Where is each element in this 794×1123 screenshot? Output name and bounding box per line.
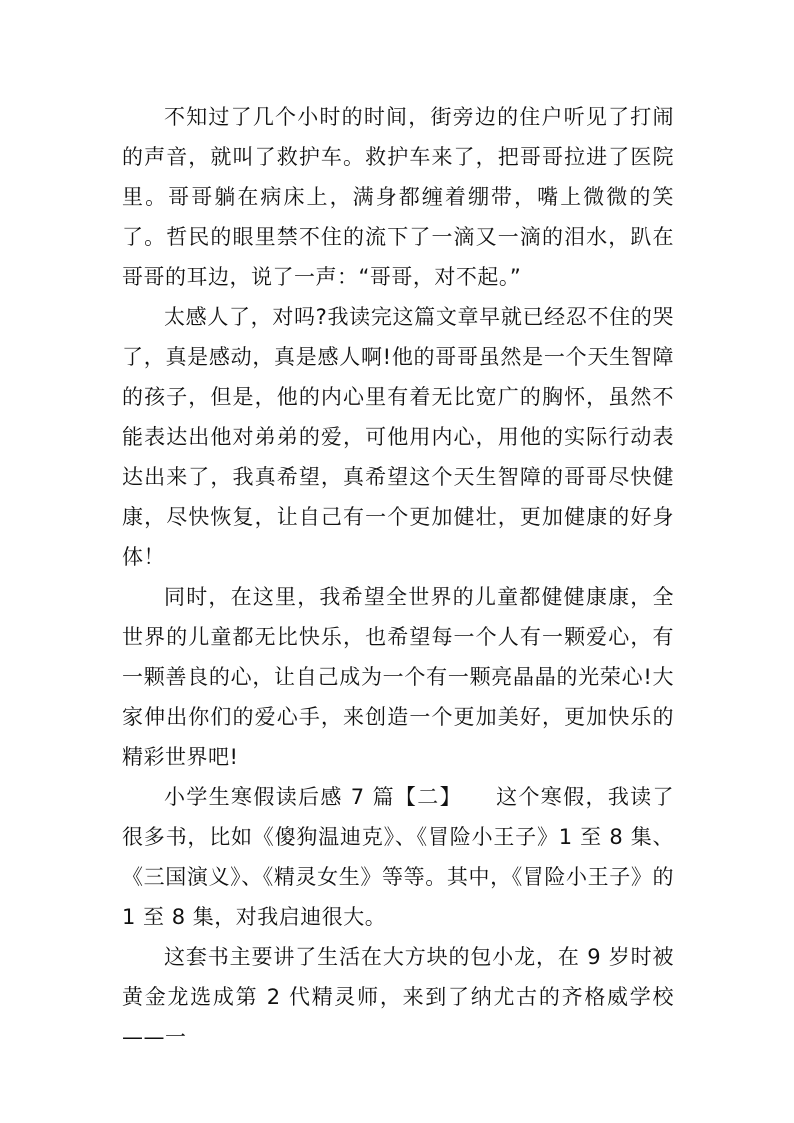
- paragraph-ambulance: 不知过了几个小时的时间，街旁边的住户听见了打闹的声音，就叫了救护车。救护车来了，把哥哥拉进了医院里。哥哥躺在病床上，满身都缠着绷带，嘴上微微的笑了。哲民的眼里禁不住的流下了一滴又一滴的泪水，趴在哥哥的耳边，说了一声：“哥哥，对不起。”: [122, 105, 674, 289]
- paragraph-section-two: 小学生寒假读后感 7 篇【二】 这个寒假，我读了很多书，比如《傻狗温迪克》、《冒险小王子》1 至 8 集、《三国演义》、《精灵女生》等等。其中，《冒险小王子》的 1 至 8 集，对我启迪很大。: [122, 785, 674, 929]
- paragraph-wish: 同时，在这里，我希望全世界的儿童都健健康康，全世界的儿童都无比快乐，也希望每一个人有一颗爱心，有一颗善良的心，让自己成为一个有一颗亮晶晶的光荣心!大家伸出你们的爱心手，来创造一个更加美好，更加快乐的精彩世界吧!: [122, 585, 674, 769]
- document-body: [122, 97, 674, 1057]
- paragraph-reflection: 太感人了，对吗?我读完这篇文章早就已经忍不住的哭了，真是感动，真是感人啊!他的哥哥虽然是一个天生智障的孩子，但是，他的内心里有着无比宽广的胸怀，虽然不能表达出他对弟弟的爱，可他用内心，用他的实际行动表达出来了，我真希望，真希望这个天生智障的哥哥尽快健康，尽快恢复，让自己有一个更加健壮，更加健康的好身体！: [122, 305, 674, 569]
- paragraph-book-summary: 这套书主要讲了生活在大方块的包小龙，在 9 岁时被黄金龙选成第 2 代精灵师，来到了纳尤古的齐格威学校——一: [122, 945, 674, 1049]
